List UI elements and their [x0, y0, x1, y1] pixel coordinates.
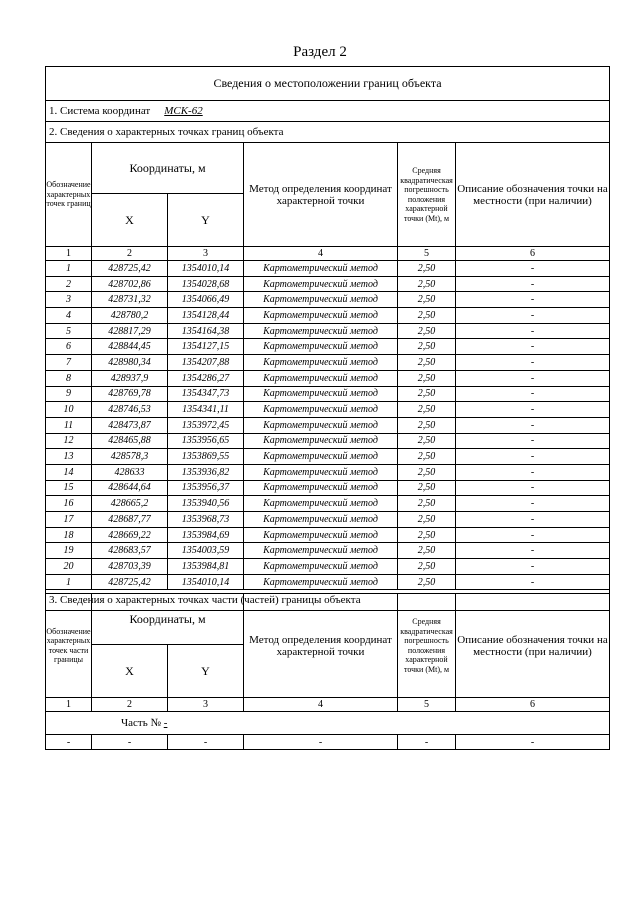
point-number-cell: 15 [46, 480, 92, 496]
description-cell: - [456, 370, 610, 386]
coord-x-cell: 428725,42 [92, 261, 168, 277]
coord-x-cell: 428683,57 [92, 543, 168, 559]
coord-y-cell: 1354010,14 [168, 574, 244, 590]
table-row [46, 339, 610, 355]
coord-y-cell: 1353968,73 [168, 512, 244, 528]
coord-y-cell: 1354341,11 [168, 402, 244, 418]
accuracy-cell: 2,50 [398, 261, 456, 277]
table-row [46, 480, 610, 496]
method-cell: Картометрический метод [244, 386, 398, 402]
description-cell: - [456, 433, 610, 449]
header-accuracy: Средняя квадратическая погрешность положения характерной точки (Mt), м [398, 143, 456, 247]
coord-y-cell: 1353940,56 [168, 496, 244, 512]
description-cell: - [456, 527, 610, 543]
method-cell: Картометрический метод [244, 496, 398, 512]
table-row [46, 355, 610, 371]
part-label: Часть № [121, 717, 161, 729]
coord-x-cell: 428665,2 [92, 496, 168, 512]
description-cell: - [456, 449, 610, 465]
coord-y-cell: 1354128,44 [168, 308, 244, 324]
table-row [46, 574, 610, 590]
accuracy-cell: 2,50 [398, 574, 456, 590]
coord-y-cell: 1354286,27 [168, 370, 244, 386]
part-points-table [45, 593, 610, 750]
coord-x-cell: 428687,77 [92, 512, 168, 528]
description-cell: - [456, 339, 610, 355]
table-row [46, 402, 610, 418]
table-row [46, 433, 610, 449]
accuracy-cell: 2,50 [398, 323, 456, 339]
coord-y-cell: 1354010,14 [168, 261, 244, 277]
section-title: Раздел 2 [293, 44, 347, 60]
method-cell: Картометрический метод [244, 464, 398, 480]
table-row [46, 417, 610, 433]
description-cell: - [456, 512, 610, 528]
part-number: - [163, 717, 168, 729]
table-row [46, 292, 610, 308]
point-number-cell: 2 [46, 276, 92, 292]
table-row [46, 496, 610, 512]
point-number-cell: 17 [46, 512, 92, 528]
coord-system-row [46, 101, 610, 122]
coord-x-cell: 428633 [92, 464, 168, 480]
table-row [46, 261, 610, 277]
point-number-cell: 19 [46, 543, 92, 559]
header-description: Описание обозначения точки на местности (при наличии) [456, 594, 610, 698]
method-cell: Картометрический метод [244, 355, 398, 371]
description-cell: - [456, 276, 610, 292]
coord-y-cell: 1353956,65 [168, 433, 244, 449]
col-number: 6 [456, 698, 610, 712]
description-cell: - [456, 543, 610, 559]
table-row [46, 559, 610, 575]
table-row [46, 543, 610, 559]
part-cell: - [92, 735, 168, 750]
part-cell: - [456, 735, 610, 750]
coord-y-cell: 1353984,81 [168, 559, 244, 575]
col-number: 6 [456, 247, 610, 261]
table-row [46, 449, 610, 465]
point-number-cell: 20 [46, 559, 92, 575]
header-method: Метод определения координат характерной точки [244, 143, 398, 247]
part-label-row [46, 712, 610, 735]
point-number-cell: 14 [46, 464, 92, 480]
table-row [46, 512, 610, 528]
coord-x-cell: 428769,78 [92, 386, 168, 402]
point-number-cell: 5 [46, 323, 92, 339]
point-number-cell: 9 [46, 386, 92, 402]
header-x: X [92, 194, 168, 247]
coord-system-label: 1. Система координат [49, 105, 151, 117]
method-cell: Картометрический метод [244, 339, 398, 355]
accuracy-cell: 2,50 [398, 370, 456, 386]
description-cell: - [456, 308, 610, 324]
table-row [46, 386, 610, 402]
coord-x-cell: 428746,53 [92, 402, 168, 418]
col-number: 2 [92, 698, 168, 712]
header-x: X [92, 645, 168, 698]
coord-system-value: МСК-62 [164, 105, 203, 117]
method-cell: Картометрический метод [244, 370, 398, 386]
accuracy-cell: 2,50 [398, 512, 456, 528]
coord-x-cell: 428669,22 [92, 527, 168, 543]
header-part-point-designation: Обозначение характерных точек части границы [46, 594, 92, 698]
accuracy-cell: 2,50 [398, 276, 456, 292]
coord-x-cell: 428465,88 [92, 433, 168, 449]
description-cell: - [456, 480, 610, 496]
coord-y-cell: 1354347,73 [168, 386, 244, 402]
description-cell: - [456, 574, 610, 590]
description-cell: - [456, 386, 610, 402]
accuracy-cell: 2,50 [398, 355, 456, 371]
part-cell: - [244, 735, 398, 750]
coord-x-cell: 428937,9 [92, 370, 168, 386]
method-cell: Картометрический метод [244, 559, 398, 575]
table-row [46, 323, 610, 339]
accuracy-cell: 2,50 [398, 559, 456, 575]
description-cell: - [456, 496, 610, 512]
description-cell: - [456, 464, 610, 480]
point-number-cell: 6 [46, 339, 92, 355]
header-description: Описание обозначения точки на местности (при наличии) [456, 143, 610, 247]
method-cell: Картометрический метод [244, 449, 398, 465]
header-y: Y [168, 194, 244, 247]
accuracy-cell: 2,50 [398, 386, 456, 402]
method-cell: Картометрический метод [244, 402, 398, 418]
accuracy-cell: 2,50 [398, 433, 456, 449]
description-cell: - [456, 261, 610, 277]
col-number: 3 [168, 247, 244, 261]
col-number: 5 [398, 247, 456, 261]
description-cell: - [456, 323, 610, 339]
method-cell: Картометрический метод [244, 527, 398, 543]
coord-x-cell: 428980,34 [92, 355, 168, 371]
accuracy-cell: 2,50 [398, 339, 456, 355]
point-number-cell: 1 [46, 574, 92, 590]
method-cell: Картометрический метод [244, 292, 398, 308]
coord-y-cell: 1354066,49 [168, 292, 244, 308]
coord-y-cell: 1353972,45 [168, 417, 244, 433]
description-cell: - [456, 355, 610, 371]
table-row [46, 276, 610, 292]
table-row [46, 464, 610, 480]
header-coordinates: Координаты, м [92, 594, 244, 645]
accuracy-cell: 2,50 [398, 308, 456, 324]
col-number: 4 [244, 247, 398, 261]
header-method: Метод определения координат характерной точки [244, 594, 398, 698]
method-cell: Картометрический метод [244, 261, 398, 277]
part-cell: - [46, 735, 92, 750]
description-cell: - [456, 402, 610, 418]
coord-y-cell: 1353956,37 [168, 480, 244, 496]
coord-y-cell: 1354127,15 [168, 339, 244, 355]
col-number: 1 [46, 247, 92, 261]
col-number: 4 [244, 698, 398, 712]
accuracy-cell: 2,50 [398, 543, 456, 559]
coord-y-cell: 1354164,38 [168, 323, 244, 339]
coord-x-cell: 428844,45 [92, 339, 168, 355]
point-number-cell: 1 [46, 261, 92, 277]
coord-y-cell: 1354207,88 [168, 355, 244, 371]
coord-x-cell: 428780,2 [92, 308, 168, 324]
header-point-designation: Обозначение характерных точек границ [46, 143, 92, 247]
method-cell: Картометрический метод [244, 433, 398, 449]
method-cell: Картометрический метод [244, 308, 398, 324]
accuracy-cell: 2,50 [398, 449, 456, 465]
col-number: 3 [168, 698, 244, 712]
point-number-cell: 3 [46, 292, 92, 308]
section2-heading: 2. Сведения о характерных точках границ объекта [46, 122, 610, 143]
description-cell: - [456, 292, 610, 308]
coord-x-cell: 428725,42 [92, 574, 168, 590]
coord-y-cell: 1353869,55 [168, 449, 244, 465]
coord-x-cell: 428644,64 [92, 480, 168, 496]
accuracy-cell: 2,50 [398, 417, 456, 433]
header-y: Y [168, 645, 244, 698]
point-number-cell: 13 [46, 449, 92, 465]
boundary-points-table [45, 66, 610, 611]
accuracy-cell: 2,50 [398, 464, 456, 480]
col-number: 2 [92, 247, 168, 261]
coord-x-cell: 428578,3 [92, 449, 168, 465]
coord-y-cell: 1353936,82 [168, 464, 244, 480]
description-cell: - [456, 559, 610, 575]
col-number: 1 [46, 698, 92, 712]
description-cell: - [456, 417, 610, 433]
part-cell: - [168, 735, 244, 750]
coord-y-cell: 1354028,68 [168, 276, 244, 292]
table-row [46, 370, 610, 386]
coord-y-cell: 1353984,69 [168, 527, 244, 543]
coord-x-cell: 428703,39 [92, 559, 168, 575]
accuracy-cell: 2,50 [398, 527, 456, 543]
coord-x-cell: 428473,87 [92, 417, 168, 433]
point-number-cell: 12 [46, 433, 92, 449]
method-cell: Картометрический метод [244, 417, 398, 433]
points-body [46, 261, 610, 590]
point-number-cell: 10 [46, 402, 92, 418]
method-cell: Картометрический метод [244, 276, 398, 292]
point-number-cell: 18 [46, 527, 92, 543]
method-cell: Картометрический метод [244, 323, 398, 339]
section3-heading: 3. Сведения о характерных точках части (частей) границы объекта [46, 590, 610, 611]
coord-x-cell: 428731,32 [92, 292, 168, 308]
accuracy-cell: 2,50 [398, 480, 456, 496]
accuracy-cell: 2,50 [398, 496, 456, 512]
method-cell: Картометрический метод [244, 543, 398, 559]
col-number: 5 [398, 698, 456, 712]
header-coordinates: Координаты, м [92, 143, 244, 194]
coord-x-cell: 428702,86 [92, 276, 168, 292]
point-number-cell: 7 [46, 355, 92, 371]
point-number-cell: 8 [46, 370, 92, 386]
method-cell: Картометрический метод [244, 574, 398, 590]
table-title: Сведения о местоположении границ объекта [46, 67, 610, 101]
part-cell: - [398, 735, 456, 750]
method-cell: Картометрический метод [244, 480, 398, 496]
accuracy-cell: 2,50 [398, 292, 456, 308]
table-row [46, 527, 610, 543]
coord-y-cell: 1354003,59 [168, 543, 244, 559]
method-cell: Картометрический метод [244, 512, 398, 528]
header-accuracy: Средняя квадратическая погрешность положения характерной точки (Mt), м [398, 594, 456, 698]
point-number-cell: 4 [46, 308, 92, 324]
point-number-cell: 16 [46, 496, 92, 512]
accuracy-cell: 2,50 [398, 402, 456, 418]
table-row [46, 308, 610, 324]
point-number-cell: 11 [46, 417, 92, 433]
coord-x-cell: 428817,29 [92, 323, 168, 339]
